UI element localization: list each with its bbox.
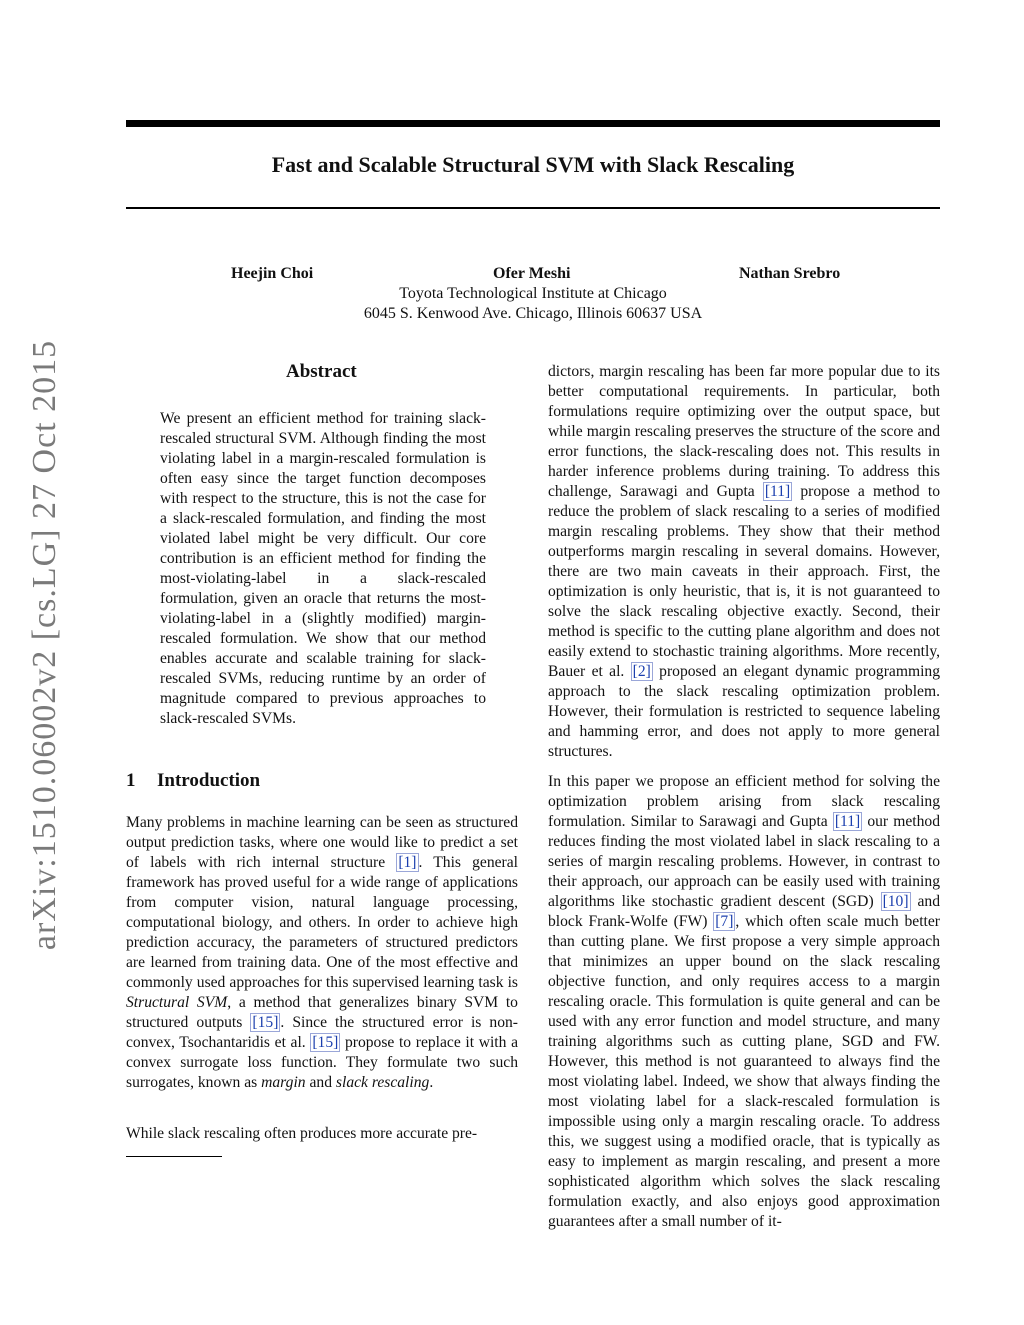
abstract-heading: Abstract bbox=[286, 361, 357, 382]
citation-link[interactable]: [15] bbox=[312, 1034, 339, 1051]
author-3: Nathan Srebro bbox=[739, 265, 841, 282]
section-number: 1 bbox=[126, 770, 136, 791]
intro-paragraph-4: In this paper we propose an efficient method for solving the optimization problem arising from slack rescaling formulation. Similar to Sarawagi and Gupta [11] our method reduces finding the most violated label in slack rescaling to a series of margin rescaling problems. However, in contrast to their approach, our approach can be easily used with training algorithms like stochastic gradient descent (SGD) [10] and block Frank-Wolfe (FW) [7] , which often scale much better than cutting plane. We first propose a very simple approach that minimizes an upper bound on the slack rescaling objective function, and only requires access to a margin rescaling oracle. This formulation is quite general and can be used with any error function and model structure, and many training algorithms such as cutting plane, SGD and FW. However, this method is not guaranteed to always find the most violating label. Indeed, we show that always finding the most violating label for a slack-rescaled formulation is impossible using only a margin rescaling oracle. To address this, we suggest using a modified oracle, that is typically as easy to implement as margin rescaling, and present a more sophisticated algorithm which solves the slack rescaling formulation exactly, and also enjoys good approximation guarantees after a small number of it- bbox=[548, 773, 940, 1230]
section-heading: Introduction bbox=[157, 770, 261, 791]
intro-paragraph-2: While slack rescaling often produces more accurate pre- bbox=[126, 1125, 478, 1142]
address: 6045 S. Kenwood Ave. Chicago, Illinois 60637 USA bbox=[363, 305, 703, 322]
affiliation: Toyota Technological Institute at Chicago bbox=[399, 285, 667, 302]
citation-link[interactable]: [15] bbox=[252, 1014, 279, 1031]
title-bottom-rule bbox=[126, 207, 940, 209]
citation-link[interactable]: [2] bbox=[632, 663, 651, 680]
citation-link[interactable]: [10] bbox=[882, 893, 909, 910]
citation-link[interactable]: [11] bbox=[834, 813, 861, 830]
arxiv-identifier: arXiv:1510.06002v2 [cs.LG] 27 Oct 2015 bbox=[26, 339, 63, 951]
author-1: Heejin Choi bbox=[231, 265, 314, 282]
intro-paragraph-3: dictors, margin rescaling has been far more popular due to its better computational requirements. In particular, both formulations require optimizing over the output space, but while margin rescaling preserves the structure of the score and error functions, the slack-rescaling does not. This results in harder inference problems during training. To address this challenge, Sarawagi and Gupta [11] propose a method to reduce the problem of slack rescaling to a series of modified margin rescaling problems. They show that their method outperforms margin rescaling in several domains. However, there are two main caveats in their approach. First, the optimization is only heuristic, that is, it is not guaranteed to solve the slack rescaling objective exactly. Second, their method is specific to the cutting plane algorithm and does not easily extend to stochastic training algorithms. More recently, Bauer et al. [2] proposed an elegant dynamic programming approach to the slack rescaling optimization problem. However, their formulation is restricted to sequence labeling and hamming error, and does not apply to more general structures. bbox=[548, 363, 940, 760]
intro-paragraph-1: Many problems in machine learning can be seen as structured output prediction tasks, where one would like to predict a set of labels with rich internal structure [1] . This general framework has proved useful for a wide range of applications from computer vision, natural language processing, computational biology, and others. In order to achieve high prediction accuracy, the parameters of structured predictors are learned from training data. One of the most effective and commonly used approaches for this supervised learning task is Structural SVM, a method that generalizes binary SVM to structured outputs [15] . Since the structured error is non-convex, Tsochantaridis et al. [15] propose to replace it with a convex surrogate loss function. They formulate two such surrogates, known as margin and slack rescaling. bbox=[126, 814, 518, 1091]
citation-link[interactable]: [7] bbox=[715, 913, 734, 930]
footnote-rule bbox=[126, 1156, 222, 1157]
citation-link[interactable]: [11] bbox=[764, 483, 791, 500]
citation-link[interactable]: [1] bbox=[398, 854, 417, 871]
author-2: Ofer Meshi bbox=[493, 265, 571, 282]
abstract-text: We present an efficient method for training slack-rescaled structural SVM. Although finding the most violating label in a margin-rescaled formulation is often easy since the target function decomposes with respect to the structure, this is not the case for a slack-rescaled formulation, and finding the most violated label might be very difficult. Our core contribution is an efficient method for finding the most-violating-label in a slack-rescaled formulation, given an oracle that returns the most-violating-label in a (slightly modified) margin-rescaled formulation. We show that our method enables accurate and scalable training for slack-rescaled SVMs, reducing runtime by an order of magnitude compared to previous approaches to slack-rescaled SVMs. bbox=[160, 410, 486, 727]
title-top-rule bbox=[126, 120, 940, 127]
paper-title: Fast and Scalable Structural SVM with Slack Rescaling bbox=[271, 152, 795, 177]
